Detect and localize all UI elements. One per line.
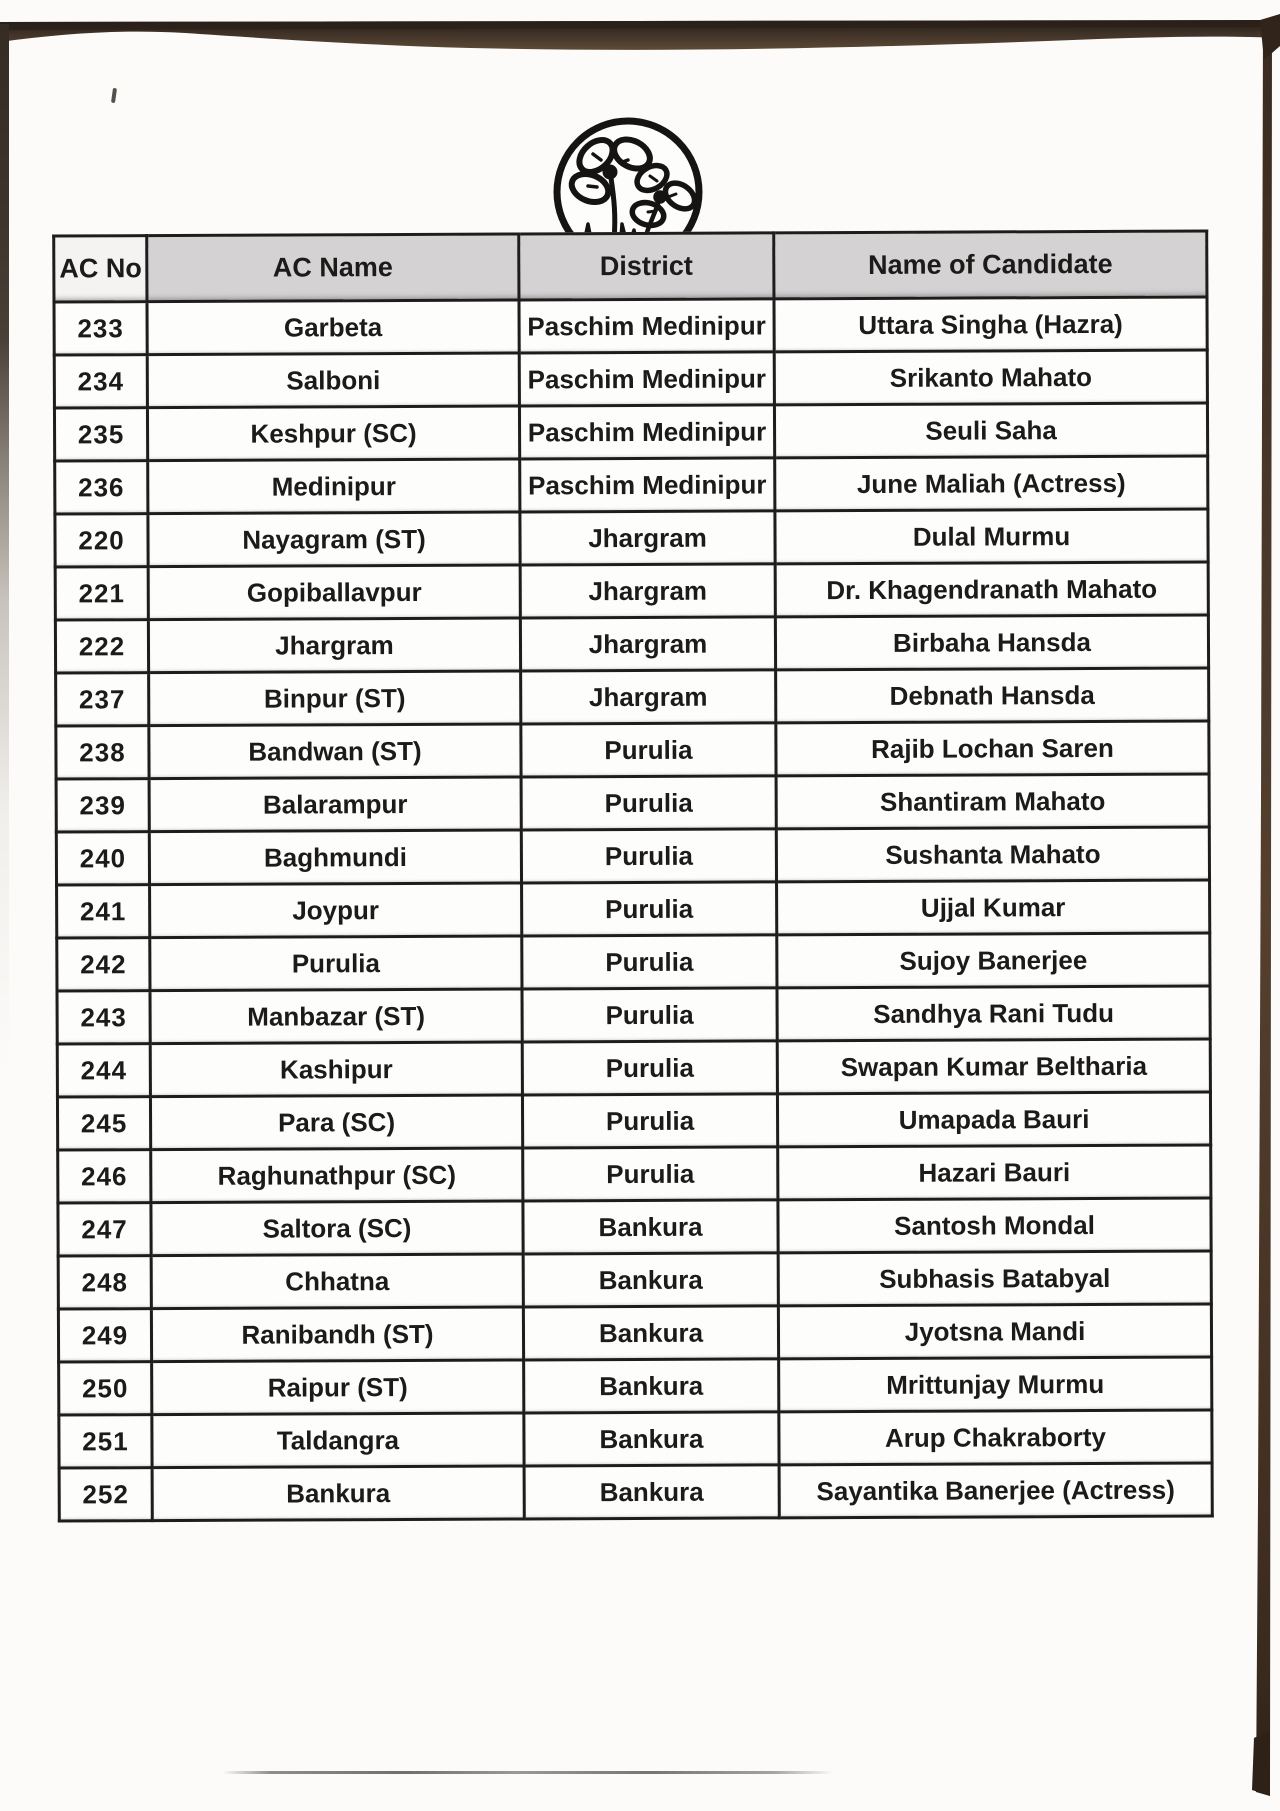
ac-no-cell: 252 [59, 1468, 152, 1521]
candidate-cell: Debnath Hansda [776, 668, 1209, 723]
candidate-cell: Dr. Khagendranath Mahato [775, 562, 1208, 617]
ac-name-cell: Baghmundi [149, 830, 521, 885]
table-row [57, 1092, 1210, 1150]
ac-name-cell: Purulia [150, 936, 522, 991]
candidate-cell: Swapan Kumar Beltharia [777, 1039, 1210, 1094]
district-cell: Purulia [522, 988, 777, 1042]
candidate-cell: Santosh Mondal [778, 1198, 1211, 1253]
right-scan-edge [1246, 0, 1280, 1811]
ac-name-cell: Raipur (ST) [152, 1360, 524, 1415]
candidate-cell: Dulal Murmu [775, 509, 1208, 564]
table-row [58, 1251, 1211, 1309]
ac-name-cell: Nayagram (ST) [148, 512, 520, 567]
ac-name-cell: Medinipur [148, 459, 520, 514]
table-row [59, 1357, 1212, 1415]
ac-no-cell: 245 [57, 1097, 150, 1150]
table-row [55, 562, 1208, 620]
district-cell: Purulia [522, 935, 777, 989]
table-row [56, 774, 1209, 832]
table-row [56, 668, 1209, 726]
ac-name-cell: Ranibandh (ST) [151, 1307, 523, 1362]
ac-no-cell: 221 [55, 567, 148, 620]
ac-name-cell: Binpur (ST) [149, 671, 521, 726]
district-cell: Jhargram [521, 670, 776, 724]
ac-name-cell: Keshpur (SC) [147, 406, 519, 461]
district-cell: Jhargram [520, 511, 775, 565]
district-cell: Jhargram [520, 564, 775, 618]
candidate-cell: Seuli Saha [774, 403, 1207, 458]
ac-no-cell: 239 [56, 779, 149, 832]
ac-no-cell: 248 [58, 1256, 151, 1309]
ac-name-cell: Para (SC) [150, 1095, 522, 1150]
ac-name-cell: Gopiballavpur [148, 565, 520, 620]
candidate-cell: Jyotsna Mandi [778, 1304, 1211, 1359]
district-cell: Bankura [523, 1253, 778, 1307]
ac-no-cell: 237 [56, 673, 149, 726]
ac-no-cell: 251 [59, 1415, 152, 1468]
ac-name-cell: Taldangra [152, 1413, 524, 1468]
candidate-cell: Rajib Lochan Saren [776, 721, 1209, 776]
candidate-cell: Sujoy Banerjee [777, 933, 1210, 988]
ac-name-cell: Bankura [152, 1466, 524, 1521]
col-header-candidate: Name of Candidate [774, 231, 1207, 299]
table-row [59, 1463, 1212, 1521]
ac-no-cell: 235 [54, 408, 147, 461]
table-row [57, 1039, 1210, 1097]
ac-name-cell: Joypur [150, 883, 522, 938]
ac-no-cell: 247 [58, 1203, 151, 1256]
candidate-cell: Sushanta Mahato [776, 827, 1209, 882]
table-row [55, 456, 1208, 514]
tick-mark [111, 88, 117, 103]
candidate-cell: Uttara Singha (Hazra) [774, 297, 1207, 352]
district-cell: Paschim Medinipur [520, 458, 775, 512]
ac-no-cell: 241 [57, 885, 150, 938]
table-row [59, 1410, 1212, 1468]
district-cell: Paschim Medinipur [519, 352, 774, 406]
ac-name-cell: Balarampur [149, 777, 521, 832]
col-header-ac-no: AC No [54, 236, 147, 302]
ac-no-cell: 244 [57, 1044, 150, 1097]
ac-no-cell: 246 [58, 1150, 151, 1203]
district-cell: Purulia [522, 1094, 777, 1148]
top-scan-edge [0, 0, 1280, 64]
district-cell: Bankura [523, 1306, 778, 1360]
table-row [56, 721, 1209, 779]
left-scan-edge [0, 24, 9, 1074]
table-row [57, 880, 1210, 938]
candidate-cell: Sandhya Rani Tudu [777, 986, 1210, 1041]
district-cell: Purulia [523, 1147, 778, 1201]
table-row [58, 1304, 1211, 1362]
ac-no-cell: 233 [54, 302, 147, 355]
ac-name-cell: Garbeta [147, 300, 519, 355]
candidate-cell: Birbaha Hansda [775, 615, 1208, 670]
district-cell: Paschim Medinipur [519, 405, 774, 459]
district-cell: Bankura [524, 1465, 779, 1519]
ac-no-cell: 220 [55, 514, 148, 567]
col-header-district: District [519, 233, 774, 300]
ac-name-cell: Chhatna [151, 1254, 523, 1309]
ac-no-cell: 240 [56, 832, 149, 885]
district-cell: Purulia [522, 882, 777, 936]
table-row [58, 1198, 1211, 1256]
candidate-table [52, 229, 1211, 1522]
table-row [55, 615, 1208, 673]
ac-name-cell: Salboni [147, 353, 519, 408]
candidate-cell: Umapada Bauri [777, 1092, 1210, 1147]
candidate-cell: Shantiram Mahato [776, 774, 1209, 829]
ac-name-cell: Manbazar (ST) [150, 989, 522, 1044]
district-cell: Purulia [521, 829, 776, 883]
table-header-row [54, 231, 1207, 302]
ac-no-cell: 238 [56, 726, 149, 779]
district-cell: Bankura [523, 1200, 778, 1254]
district-cell: Purulia [521, 723, 776, 777]
candidate-cell: Ujjal Kumar [777, 880, 1210, 935]
ac-name-cell: Jhargram [148, 618, 520, 673]
candidate-cell: Subhasis Batabyal [778, 1251, 1211, 1306]
table-row [57, 933, 1210, 991]
ac-name-cell: Raghunathpur (SC) [151, 1148, 523, 1203]
table-row [56, 827, 1209, 885]
ac-no-cell: 236 [55, 461, 148, 514]
candidate-cell: Hazari Bauri [778, 1145, 1211, 1200]
table-row [55, 509, 1208, 567]
table-row [54, 403, 1207, 461]
ac-no-cell: 249 [58, 1309, 151, 1362]
district-cell: Bankura [524, 1412, 779, 1466]
district-cell: Purulia [522, 1041, 777, 1095]
table-row [54, 350, 1207, 408]
district-cell: Bankura [524, 1359, 779, 1413]
table-row [57, 986, 1210, 1044]
ac-no-cell: 234 [54, 355, 147, 408]
ac-name-cell: Bandwan (ST) [149, 724, 521, 779]
candidate-cell: Sayantika Banerjee (Actress) [779, 1463, 1212, 1518]
candidate-cell: Arup Chakraborty [779, 1410, 1212, 1465]
district-cell: Jhargram [520, 617, 775, 671]
table-row [54, 297, 1207, 355]
candidate-cell: Mrittunjay Murmu [779, 1357, 1212, 1412]
district-cell: Purulia [521, 776, 776, 830]
ac-no-cell: 243 [57, 991, 150, 1044]
ac-no-cell: 250 [59, 1362, 152, 1415]
ac-no-cell: 222 [55, 620, 148, 673]
col-header-ac-name: AC Name [147, 234, 519, 302]
ac-no-cell: 242 [57, 938, 150, 991]
table-row [58, 1145, 1211, 1203]
ac-name-cell: Saltora (SC) [151, 1201, 523, 1256]
candidate-cell: Srikanto Mahato [774, 350, 1207, 405]
ac-name-cell: Kashipur [150, 1042, 522, 1097]
bottom-scan-line [222, 1771, 834, 1774]
candidate-cell: June Maliah (Actress) [775, 456, 1208, 511]
district-cell: Paschim Medinipur [519, 299, 774, 353]
